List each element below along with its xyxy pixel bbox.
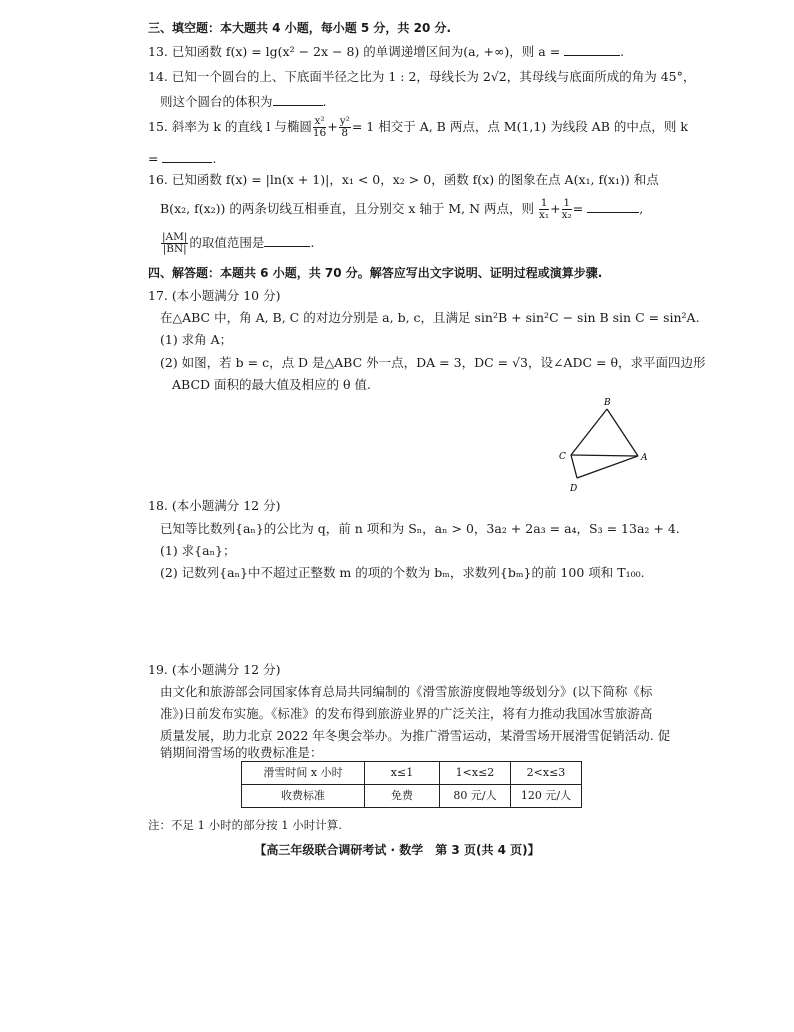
- q18-line1: 已知等比数列{aₙ}的公比为 q，前 n 项和为 Sₙ，aₙ > 0，3a₂ + 2a₃ = a₄，S₃ = 13a₂ + 4.: [160, 521, 680, 536]
- question-14-line1: 14. 已知一个圆台的上、下底面半径之比为 1 : 2，母线长为 2√2，其母线与底面所成的角为 45°，: [148, 69, 696, 84]
- label-a: A: [641, 453, 648, 463]
- q13-text: 13. 已知函数 f(x) = lg(x² − 2x − 8) 的单调递增区间为(a, +∞)，则 a =: [148, 44, 561, 59]
- q17-part2-line1: (2) 如图，若 b = c，点 D 是△ABC 外一点，DA = 3，DC = √3，设∠ADC = θ，求平面四边形: [160, 355, 706, 370]
- table-row: [242, 785, 582, 808]
- frac-num: 1: [563, 197, 571, 209]
- question-13: [148, 43, 624, 61]
- q17-part2-line2: ABCD 面积的最大值及相应的 θ 值.: [172, 377, 371, 392]
- label-c: C: [559, 452, 566, 462]
- frac-den: |BN|: [162, 243, 187, 256]
- table-row: [242, 762, 582, 785]
- frac-den: 8: [341, 127, 349, 140]
- q18-part2: (2) 记数列{aₙ}中不超过正整数 m 的项的个数为 bₘ，求数列{bₘ}的前 100 项和 T₁₀₀.: [160, 565, 645, 580]
- label-d: D: [570, 484, 578, 494]
- q16-text-b: 的取值范围是: [189, 235, 265, 251]
- label-b: B: [604, 398, 611, 408]
- table-cell: 120 元/人: [511, 785, 582, 808]
- fraction-y2-8: [339, 116, 351, 139]
- q17-line1: 在△ABC 中，角 A, B, C 的对边分别是 a, b, c，且满足 sin²B + sin²C − sin B sin C = sin²A.: [160, 310, 700, 325]
- question-16-line3: [160, 232, 314, 255]
- q17-title: 17. (本小题满分 10 分): [148, 288, 281, 303]
- q15-end: .: [212, 151, 217, 166]
- table-cell: 滑雪时间 x 小时: [242, 762, 365, 785]
- edge-cd: [571, 455, 577, 478]
- table-cell: 80 元/人: [440, 785, 511, 808]
- q19-line1: 由文化和旅游部会同国家体育总局共同编制的《滑雪旅游度假地等级划分》(以下简称《标: [160, 684, 653, 699]
- table-cell: 收费标准: [242, 785, 365, 808]
- fraction-1-x1: [539, 198, 549, 221]
- q19-note: 注：不足 1 小时的部分按 1 小时计算.: [148, 818, 342, 832]
- q19-line4: 销期间滑雪场的收费标准是：: [160, 745, 323, 760]
- section4-header: 四、解答题：本题共 6 小题，共 70 分。解答应写出文字说明、证明过程或演算步骤.: [148, 266, 603, 280]
- q19-line3: 质量发展，助力北京 2022 年冬奥会举办。为推广滑雪运动，某滑雪场开展滑雪促销活动. 促: [160, 728, 671, 743]
- q19-title: 19. (本小题满分 12 分): [148, 662, 281, 677]
- frac-num: y²: [339, 115, 350, 127]
- question-16-line1: 16. 已知函数 f(x) = |ln(x + 1)|，x₁ < 0，x₂ > 0，函数 f(x) 的图象在点 A(x₁, f(x₁)) 和点: [148, 172, 659, 187]
- answer-blank: [273, 93, 323, 106]
- equals: =: [572, 201, 584, 217]
- table-cell: 免费: [365, 785, 440, 808]
- q14-end: .: [322, 94, 327, 109]
- q14-line2-text: 则这个圆台的体积为: [160, 94, 273, 109]
- fraction-1-x2: [562, 198, 572, 221]
- q17-part1: (1) 求角 A；: [160, 332, 233, 347]
- table-cell: 2<x≤3: [511, 762, 582, 785]
- q19-line2: 准》)日前发布实施。《标准》的发布得到旅游业界的广泛关注，将有力推动我国冰雪旅游高: [160, 706, 653, 721]
- q18-part1: (1) 求{aₙ}；: [160, 543, 236, 558]
- answer-blank: [587, 200, 639, 213]
- table-cell: 1<x≤2: [440, 762, 511, 785]
- question-15-line1: [148, 116, 688, 139]
- edge-ba: [607, 409, 638, 456]
- q15-eq: =: [148, 151, 159, 166]
- answer-blank: [564, 43, 620, 56]
- frac-den: 16: [312, 127, 327, 140]
- answer-blank: [162, 150, 212, 163]
- q15-text-a: 15. 斜率为 k 的直线 l 与椭圆: [148, 119, 312, 135]
- answer-blank: [264, 234, 310, 247]
- q16-text-a: B(x₂, f(x₂)) 的两条切线互相垂直，且分别交 x 轴于 M, N 两点，则: [160, 201, 534, 217]
- section3-header: 三、填空题：本大题共 4 小题，每小题 5 分，共 20 分.: [148, 21, 452, 35]
- fee-table: [241, 761, 582, 808]
- fraction-am-bn: [161, 232, 188, 255]
- question-16-line2: [160, 198, 643, 221]
- q13-end: .: [620, 44, 625, 59]
- frac-num: x²: [314, 115, 325, 127]
- q16-end: .: [310, 235, 315, 251]
- fraction-x2-16: [313, 116, 326, 139]
- question-15-line2: [148, 150, 216, 168]
- question-14-line2: [160, 93, 327, 111]
- edge-cb: [571, 409, 607, 455]
- page-footer: 【高三年级联合调研考试 · 数学 第 3 页(共 4 页)】: [254, 843, 540, 857]
- edge-da: [577, 456, 638, 478]
- quadrilateral-figure: [548, 394, 658, 494]
- edge-ca: [571, 455, 638, 456]
- table-cell: x≤1: [365, 762, 440, 785]
- plus: +: [550, 201, 561, 217]
- frac-num: 1: [540, 197, 548, 209]
- frac-den: x₂: [561, 209, 572, 222]
- frac-num: |AM|: [162, 231, 188, 243]
- frac-den: x₁: [538, 209, 550, 222]
- q18-title: 18. (本小题满分 12 分): [148, 498, 281, 513]
- q15-text-b: = 1 相交于 A, B 两点，点 M(1,1) 为线段 AB 的中点，则 k: [351, 119, 688, 135]
- comma: ,: [639, 201, 644, 217]
- plus: +: [327, 119, 338, 135]
